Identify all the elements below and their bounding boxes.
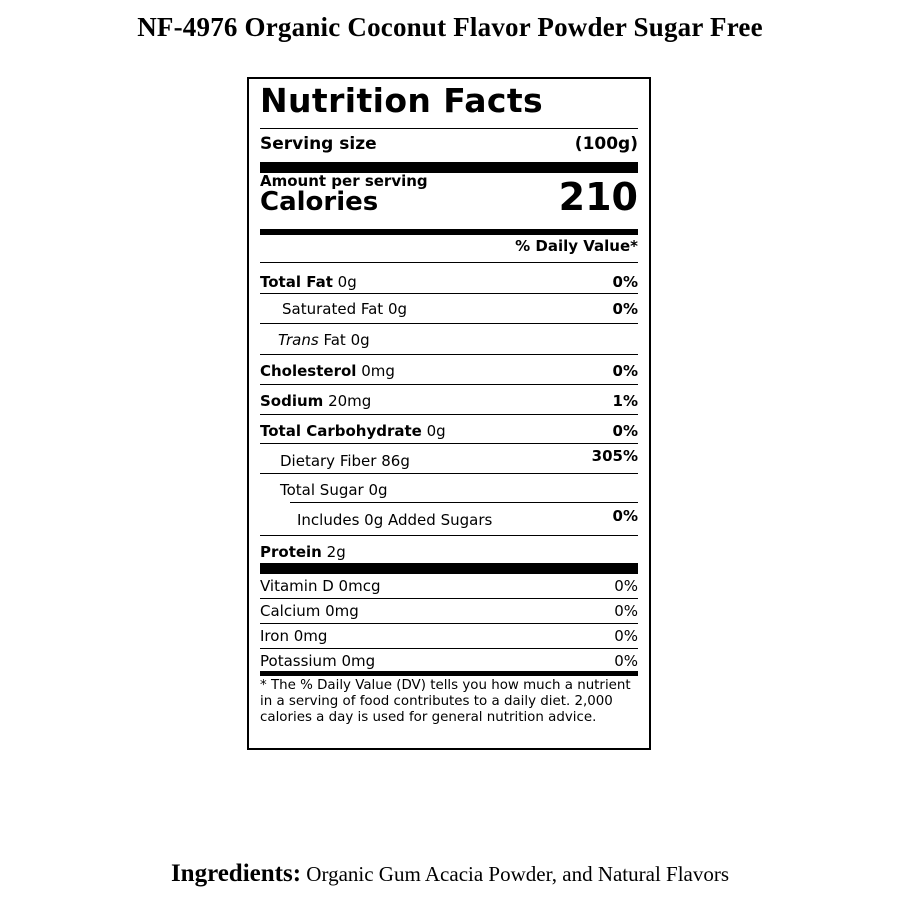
nutrient-name: Protein [260,543,322,561]
serving-size-row [260,131,638,157]
total-carbohydrate-row [260,418,638,444]
nutrient-amount: 0g [350,331,370,349]
nutrient-name: Total Sugar [280,481,364,499]
trans-fat-row [278,327,638,353]
nutrient-amount: 20mg [328,392,372,410]
ingredients [0,860,900,888]
vitamin-row [260,573,638,599]
nutrient-amount: 0g [368,481,388,499]
vitamin-dv: 0% [614,577,638,595]
nutrient-amount: 2g [326,543,346,561]
divider [260,323,638,324]
divider [260,128,638,129]
nutrition-facts-label [247,77,651,750]
nutrient-amount: 0g [337,273,357,291]
divider [290,502,638,503]
added-sugars-row [297,504,638,530]
protein-row [260,539,638,565]
vitamin-row [260,623,638,649]
nutrient-dv: 305% [591,447,638,465]
daily-value-header: % Daily Value* [515,237,638,255]
divider [260,384,638,385]
nutrient-name: Total Carbohydrate [260,422,422,440]
footnote: * The % Daily Value (DV) tells you how much a nutrient in a serving of food contributes to a daily diet. 2,000 calories a day is used for general nutrition advice. [260,678,631,725]
nutrient-dv: 1% [612,392,638,410]
nutrient-name: Fat [323,331,346,349]
nutrient-amount: 0mg [361,362,395,380]
amount-per-serving: Amount per serving [260,172,428,190]
divider [260,443,638,444]
nutrient-name: Includes 0g Added Sugars [297,511,493,529]
vitamin-row [260,598,638,624]
serving-size-value: (100g) [574,134,638,154]
vitamin-dv: 0% [614,602,638,620]
ingredients-text: Organic Gum Acacia Powder, and Natural Flavors [306,862,730,886]
nutrient-name: Cholesterol [260,362,357,380]
dietary-fiber-row [280,445,638,471]
medium-divider [260,671,638,676]
nutrient-amount: 0g [426,422,446,440]
page-title: NF-4976 Organic Coconut Flavor Powder Sugar Free [137,12,763,42]
vitamin-dv: 0% [614,652,638,670]
nutrient-name: Dietary Fiber [280,452,377,470]
saturated-fat-row [282,296,638,322]
nutrient-amount: 86g [381,452,410,470]
total-fat-row [260,269,638,295]
nutrient-name-italic: Trans [278,331,319,349]
nutrient-dv: 0% [612,300,638,318]
vitamin-dv: 0% [614,627,638,645]
divider [260,262,638,263]
nutrient-name: Total Fat [260,273,333,291]
sodium-row [260,388,638,414]
divider [260,354,638,355]
nutrient-amount: 0g [387,300,408,318]
nutrition-facts-title: Nutrition Facts [260,81,544,120]
serving-size-label: Serving size [260,134,377,154]
divider [260,535,638,536]
divider [260,293,638,294]
vitamin-name: Calcium 0mg [260,602,359,620]
calories-value: 210 [558,175,638,219]
divider [260,473,638,474]
vitamin-name: Vitamin D 0mcg [260,577,381,595]
medium-divider [260,229,638,235]
calories-label: Calories [260,187,379,217]
nutrient-dv: 0% [612,507,638,525]
vitamin-name: Iron 0mg [260,627,328,645]
cholesterol-row [260,358,638,384]
vitamin-name: Potassium 0mg [260,652,376,670]
nutrient-dv: 0% [612,362,638,380]
ingredients-label: Ingredients: [170,860,302,887]
nutrient-dv: 0% [612,422,638,440]
nutrient-dv: 0% [612,273,638,291]
nutrient-name: Saturated Fat [282,300,384,318]
total-sugar-row [280,477,638,503]
divider [260,414,638,415]
nutrient-name: Sodium [260,392,324,410]
